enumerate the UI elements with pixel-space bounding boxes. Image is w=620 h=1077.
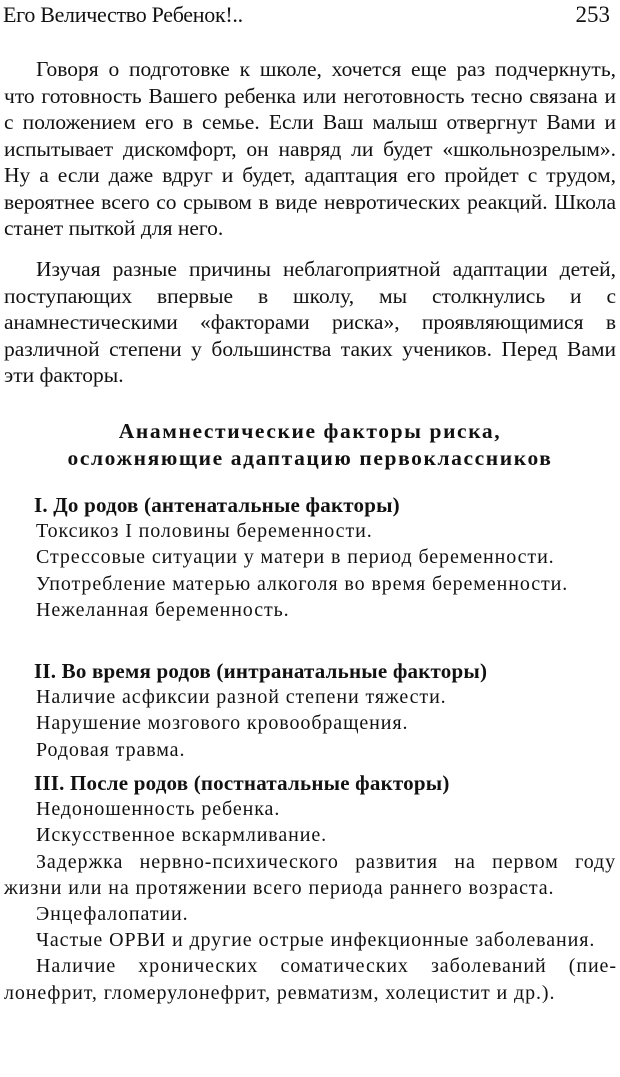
paragraph-school-readiness: Говоря о подготовке к школе, хочется еще раз подчеркнуть, что готовность Вашего ребенка или неготовность тесно связана и с положением его в семье. Если Ваш малыш отвергнут Вами и испытывает дискомфорт, он навряд ли будет «школьнозрелым». Ну а если даже вдруг и будет, адаптация его пройдет с трудом, вероятнее всего со срывом в виде невротических реакций. Школа станет пыткой для него. bbox=[4, 57, 616, 240]
factor-item: Наличие хронических соматических заболеваний (пиелонефрит, гломерулонефрит, ревматизм, холецистит и др.). bbox=[4, 955, 616, 1004]
factor-item: Родовая травма. bbox=[36, 738, 186, 761]
factor-item: Нарушение мозгового кровообращения. bbox=[36, 712, 409, 735]
running-title: Его Величество Ребенок!.. bbox=[3, 2, 243, 27]
factor-item: Недоношенность ребенка. bbox=[36, 798, 281, 821]
factor-item: Наличие асфиксии разной степени тяжести. bbox=[36, 686, 447, 709]
section-heading-line-2: осложняющие адаптацию первоклассников bbox=[67, 446, 553, 470]
factor-item: Токсикоз I половины беременности. bbox=[36, 520, 373, 543]
factor-item: Употребление матерью алкоголя во время беременности. bbox=[36, 572, 569, 595]
factor-section-title: III. После родов (постнатальные факторы) bbox=[34, 771, 450, 795]
factor-section-postnatal bbox=[4, 770, 616, 1006]
factor-item: Частые ОРВИ и другие острые инфекционные заболевания. bbox=[36, 929, 596, 952]
factor-section-title: I. До родов (антенатальные факторы) bbox=[34, 493, 400, 517]
factor-section-antenatal bbox=[4, 492, 616, 623]
factor-item: Нежеланная беременность. bbox=[36, 598, 290, 621]
factor-item: Энцефалопатии. bbox=[36, 903, 189, 926]
factor-section-intranatal bbox=[4, 658, 616, 763]
factor-item: Искусственное вскармливание. bbox=[36, 824, 328, 847]
section-heading-line-1: Анамнестические факторы риска, bbox=[118, 419, 502, 443]
factor-section-title: II. Во время родов (интранатальные факторы) bbox=[34, 659, 488, 683]
factor-item: Задержка нервно-психического развития на первом году жизни или на протяжении всего периода раннего возраста. bbox=[4, 850, 616, 899]
page-number: 253 bbox=[575, 2, 610, 27]
factor-item: Стрессовые ситуации у матери в период беременности. bbox=[36, 546, 555, 569]
paragraph-risk-factors-intro: Изучая разные причины неблагоприятной адаптации детей, поступающих впервые в школу, мы столкнулись и с анамнестическими «факторами риска», проявляющимися в различной степени у большинства таких учеников. Перед Вами эти факторы. bbox=[4, 257, 616, 387]
